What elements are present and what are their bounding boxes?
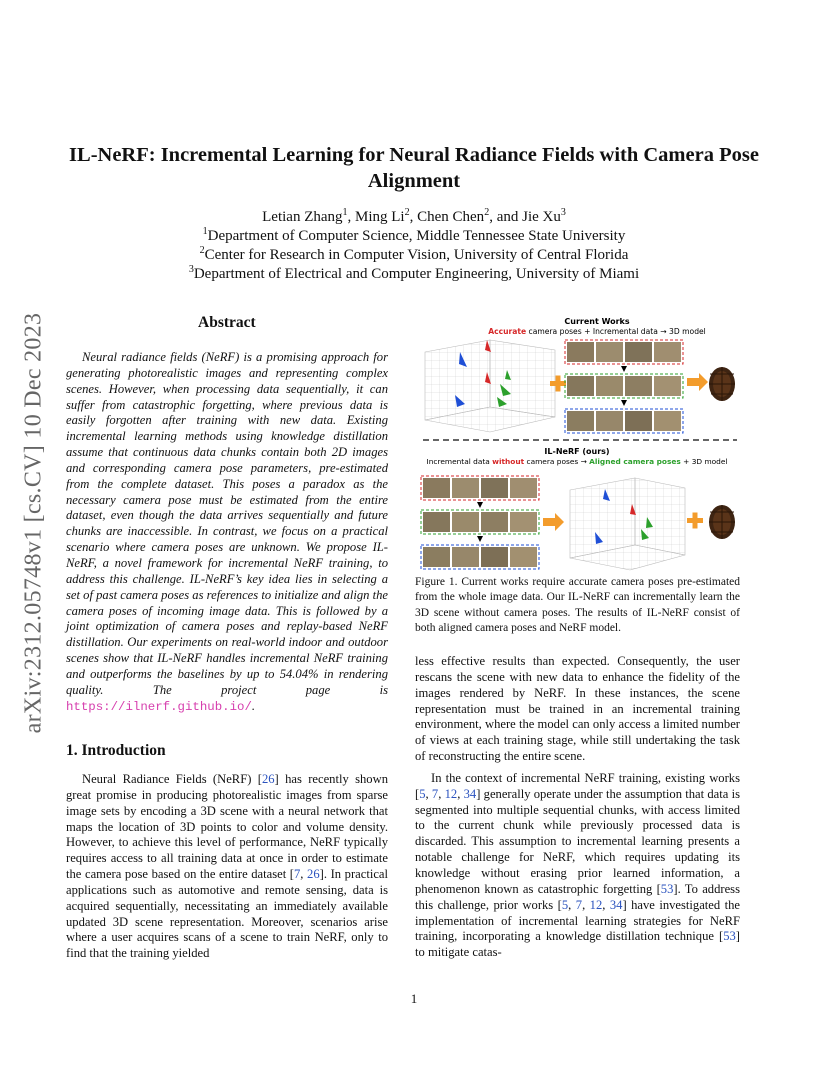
text-run: ] has recently shown great promise in producing photorealistic images from sparse image sets by encoding a 3D scene with a neural network that maps the location of 3D points to color and volume density. However, to achieve this level of performance, NeRF typically requires access to all training data at once in order to estimate the camera pose based on the entire dataset [ xyxy=(66,772,388,882)
text-run: ] have investigated the implementation of incremental learning strategies for NeRF training, incorporating a knowledge distillation technique [ xyxy=(415,897,741,944)
top-image-chunks xyxy=(565,340,683,433)
author-block xyxy=(0,208,828,284)
citation-link[interactable]: 5 xyxy=(561,897,569,912)
citation-link[interactable]: 7 xyxy=(294,867,301,882)
figure-aligned-label: Aligned camera poses xyxy=(589,457,681,466)
pinecone-model-icon xyxy=(709,367,735,401)
abstract-heading: Abstract xyxy=(198,314,256,331)
author-name: Letian Zhang xyxy=(262,209,343,225)
author-line: Letian Zhang$^1$, Ming Li$^2$, Chen Chen$^2$, and Jie Xu$^3$ xyxy=(262,207,566,225)
affiliation xyxy=(0,246,828,265)
affiliation-number: 3 xyxy=(188,264,194,275)
author-affiliation-mark: 2 xyxy=(404,207,410,218)
figure-top-subtitle xyxy=(488,327,706,336)
plus-icon xyxy=(687,513,703,529)
author-affiliation-mark: 1 xyxy=(342,207,348,218)
text-run: Neural Radiance Fields (NeRF) [ xyxy=(82,772,262,786)
text-run: ]. In practical applications such as automotive and remote sensing, data is acquired sequentially, necessitating an immediately available updated 3D scene representation. Moreover, scenarios arise where a user acquires scans of a scene to train NeRF, only to find that the training yielded xyxy=(66,867,388,961)
figure-accurate-label: Accurate xyxy=(488,327,527,336)
affiliation-text: Department of Computer Science, Middle Tennessee State University xyxy=(207,228,626,244)
citation-link[interactable]: 26 xyxy=(307,867,320,882)
text-run: In the context of incremental NeRF training, existing works [ xyxy=(415,770,740,801)
right-arrow-icon xyxy=(687,373,708,391)
affiliation xyxy=(0,265,828,284)
arxiv-id: arXiv:2312.05748v1 [cs.CV] 10 Dec 2023 xyxy=(20,312,47,733)
right-arrow-icon xyxy=(543,513,564,531)
down-arrow-icon xyxy=(621,366,627,372)
figure-bottom-run: + 3D model xyxy=(680,457,728,466)
project-url-link[interactable]: https://ilnerf.github.io/ xyxy=(66,699,252,714)
bottom-3d-pose-plot xyxy=(570,478,685,570)
abstract-body: Neural radiance fields (NeRF) is a promising approach for generating photorealistic images and representing complex scenes. However, when processing data sequentially, it can suffer from catastrophic forgetting, where previous data is easily forgotten after training with new data. Existing incremental learning methods using knowledge distillation assume that continuous data chunks contain both 2D images and corresponding camera pose parameters, pre-estimated from the complete dataset. This poses a paradox as the necessary camera pose must be estimated from the entire dataset, even though the data arrives sequentially and future chunks are inaccessible. In contrast, we focus on a practical scenario where camera poses are unknown. We propose IL-NeRF, a novel framework for incremental NeRF training, to address this challenge. IL-NeRF’s key idea lies in selecting a set of past camera poses as references to initialize and align the camera poses of incoming image data. This is followed by a joint optimization of camera poses and replay-based NeRF distillation. Our experiments on real-world indoor and outdoor scenes show that IL-NeRF handles incremental NeRF training and outperforms the baselines by up to 54.04% in rendering quality. The project page is https://ilnerf.github.io/. xyxy=(66,350,388,714)
pinecone-model-icon xyxy=(709,505,735,539)
citation-link[interactable]: 12 xyxy=(589,897,603,912)
down-arrow-icon xyxy=(621,400,627,406)
citation-link[interactable]: 53 xyxy=(660,881,674,896)
affiliation-number: 1 xyxy=(202,226,208,237)
citation-link[interactable]: 34 xyxy=(463,786,477,801)
figure-bottom-run: camera poses → xyxy=(524,457,590,466)
figure-top-rest: camera poses + Incremental data → 3D model xyxy=(526,327,706,336)
paragraph: less effective results than expected. Consequently, the user rescans the scene with new data to enhance the fidelity of the images rendered by NeRF. In these instances, the scene representation must be trained in an incremental training environment, where the model can only access a limited number of views at each training stage, while still undertaking the task of reconstructing the entire scene. xyxy=(415,654,740,764)
citation-link[interactable]: 12 xyxy=(444,786,458,801)
page-number: 1 xyxy=(410,991,418,1006)
figure-1 xyxy=(415,312,740,577)
introduction-paragraph: Neural Radiance Fields (NeRF) [26] has recently shown great promise in producing photorealistic images from sparse image sets by encoding a 3D scene with a neural network that maps the location of 3D points to color and volume density. However, to achieve this level of performance, NeRF typically requires access to all training data at once in order to estimate the camera pose based on the entire dataset [7, 26]. In practical applications such as automotive and remote sensing, data is acquired sequentially, necessitating an immediately available updated 3D scene representation. Moreover, scenarios arise where a user acquires scans of a scene to train NeRF, only to find that the training yielded xyxy=(66,772,388,961)
text-run: ] generally operate under the assumption that data is segmented into multiple sequential chunks, with access limited to the current chunk while previously processed data is discarded. This assumption to incremental learning presents a notable challenge for NeRF, which requires updating its knowledge without erasing prior learned information, a phenomenon known as catastrophic forgetting [ xyxy=(415,786,741,896)
affiliation-text: Center for Research in Computer Vision, University of Central Florida xyxy=(204,247,629,263)
author-affiliation-mark: 2 xyxy=(484,207,490,218)
down-arrow-icon xyxy=(477,502,483,508)
top-3d-pose-plot xyxy=(425,340,555,432)
author-name: Ming Li xyxy=(355,209,405,225)
author-name: Jie Xu xyxy=(522,209,561,225)
citation-link[interactable]: 5 xyxy=(419,786,426,801)
introduction-heading: 1. Introduction xyxy=(66,742,166,759)
down-arrow-icon xyxy=(477,536,483,542)
paper-title: IL-NeRF: Incremental Learning for Neural Radiance Fields with Camera Pose Alignment xyxy=(69,144,759,192)
right-column-text xyxy=(415,654,740,961)
figure-bottom-title: IL-NeRF (ours) xyxy=(544,447,610,456)
affiliation-number: 2 xyxy=(199,245,205,256)
figure-1-caption: Figure 1. Current works require accurate camera poses pre-estimated from the whole image data. Our IL-NeRF can incrementally learn the 3D scene without camera poses. The results of IL-NeRF consist of both aligned camera poses and NeRF model. xyxy=(415,576,740,634)
bottom-image-chunks xyxy=(421,476,539,569)
figure-top-title: Current Works xyxy=(564,317,630,326)
figure-without-label: without xyxy=(492,457,525,466)
affiliation xyxy=(0,227,828,246)
affiliation-text: Department of Electrical and Computer Engineering, University of Miami xyxy=(193,266,640,282)
citation-link[interactable]: 53 xyxy=(723,929,736,944)
figure-bottom-run: Incremental data xyxy=(426,457,493,466)
citation-link[interactable]: 34 xyxy=(609,897,623,912)
figure-bottom-subtitle xyxy=(427,457,728,466)
text-run: ] to mitigate catas- xyxy=(415,929,740,960)
citation-link[interactable]: 7 xyxy=(431,786,439,801)
paragraph: In the context of incremental NeRF training, existing works [5, 7, 12, 34] generally operate under the assumption that data is segmented into multiple sequential chunks, with access limited to the current chunk while previously processed data is discarded. This assumption to incremental learning presents a notable challenge for NeRF, which requires updating its knowledge without erasing prior learned information, a phenomenon known as catastrophic forgetting [53]. To address this challenge, prior works [5, 7, 12, 34] have investigated the implementation of incremental learning strategies for NeRF training, incorporating a knowledge distillation technique [53] to mitigate catas- xyxy=(415,770,741,960)
arxiv-stamp xyxy=(22,285,46,760)
figure-1-diagram xyxy=(415,312,740,577)
text-run: ]. To address this challenge, prior works [ xyxy=(415,881,740,912)
abstract-text: Neural radiance fields (NeRF) is a promising approach for generating photorealistic images and representing complex scenes. However, when processing data sequentially, it can suffer from catastrophic forgetting, where previous data is easily forgotten after training with new data. Existing incremental learning methods using knowledge distillation assume that continuous data chunks contain both 2D images and corresponding camera pose parameters, pre-estimated from the complete dataset. This poses a paradox as the necessary camera pose must be estimated from the entire dataset, even though the data arrives sequentially and future chunks are inaccessible. In contrast, we focus on a practical scenario where camera poses are unknown. We propose IL-NeRF, a novel framework for incremental NeRF training, to address this challenge. IL-NeRF’s key idea lies in selecting a set of past camera poses as references to initialize and align the camera poses of incoming image data. This is followed by a joint optimization of camera poses and replay-based NeRF distillation. Our experiments on real-world indoor and outdoor scenes show that IL-NeRF handles incremental NeRF training and outperforms the baselines by up to 54.04% in rendering quality. The project page is xyxy=(66,350,388,697)
author-name: Chen Chen xyxy=(417,209,485,225)
citation-link[interactable]: 26 xyxy=(261,772,275,786)
author-affiliation-mark: 3 xyxy=(560,207,566,218)
citation-link[interactable]: 7 xyxy=(575,897,583,912)
